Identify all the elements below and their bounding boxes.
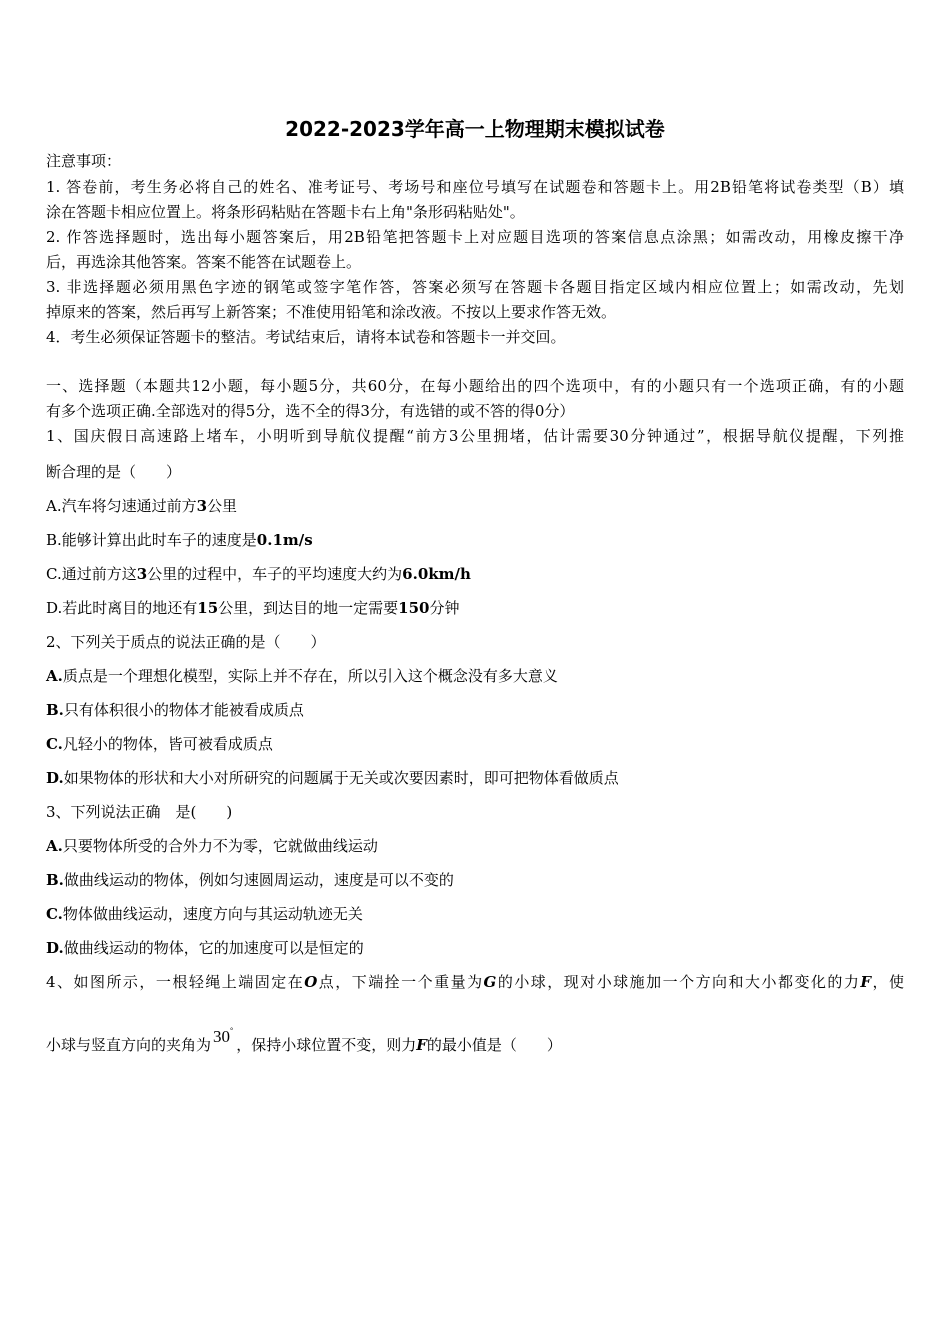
notice-line-1: 1. 答卷前，考生务必将自己的姓名、准考证号、考场号和座位号填写在试题卷和答题卡上。用2B铅笔将试卷类型（B）填 xyxy=(46,178,904,196)
q4-stem-line-1: 4、如图所示，一根轻绳上端固定在O点，下端拴一个重量为G的小球，现对小球施加一个方向和大小都变化的力F，使 xyxy=(46,973,904,991)
q2-option-c: C.凡轻小的物体，皆可被看成质点 xyxy=(46,735,273,753)
notice-line-7: 4．考生必须保证答题卡的整洁。考试结束后，请将本试卷和答题卡一并交回。 xyxy=(46,328,566,346)
q1-option-d: D.若此时离目的地还有15公里，到达目的地一定需要150分钟 xyxy=(46,599,460,617)
section-heading-line-2: 有多个选项正确.全部选对的得5分，选不全的得3分，有选错的或不答的得0分） xyxy=(46,402,575,420)
q3-option-a: A.只要物体所受的合外力不为零，它就做曲线运动 xyxy=(46,837,378,855)
q1-option-a: A.汽车将匀速通过前方3公里 xyxy=(46,497,238,515)
notice-line-5: 3. 非选择题必须用黑色字迹的钢笔或签字笔作答，答案必须写在答题卡各题目指定区域内相应位置上；如需改动，先划 xyxy=(46,278,904,296)
notice-heading: 注意事项： xyxy=(46,152,122,170)
q2-option-b: B.只有体积很小的物体才能被看成质点 xyxy=(46,701,304,719)
q2-option-a: A.质点是一个理想化模型，实际上并不存在，所以引入这个概念没有多大意义 xyxy=(46,667,558,685)
q2-stem: 2、下列关于质点的说法正确的是（ ） xyxy=(46,633,326,651)
notice-line-3: 2. 作答选择题时，选出每小题答案后，用2B铅笔把答题卡上对应题目选项的答案信息点涂黑；如需改动，用橡皮擦干净 xyxy=(46,228,904,246)
notice-line-2: 涂在答题卡相应位置上。将条形码粘贴在答题卡右上角"条形码粘贴处"。 xyxy=(46,203,525,221)
q4-stem-line-2: 小球与竖直方向的夹角为 30°，保持小球位置不变，则力F的最小值是（ ） xyxy=(46,1026,562,1054)
q1-option-c: C.通过前方这3公里的过程中，车子的平均速度大约为6.0km/h xyxy=(46,565,471,583)
q1-option-b: B.能够计算出此时车子的速度是0.1m/s xyxy=(46,531,313,549)
section-heading-line-1: 一、选择题（本题共12小题，每小题5分，共60分，在每小题给出的四个选项中，有的小题只有一个选项正确，有的小题 xyxy=(46,377,904,395)
q3-option-d: D.做曲线运动的物体，它的加速度可以是恒定的 xyxy=(46,939,364,957)
q2-option-d: D.如果物体的形状和大小对所研究的问题属于无关或次要因素时，即可把物体看做质点 xyxy=(46,769,619,787)
q3-option-b: B.做曲线运动的物体，例如匀速圆周运动，速度是可以不变的 xyxy=(46,871,454,889)
q1-stem-line-2: 断合理的是（ ） xyxy=(46,463,182,481)
notice-line-4: 后，再选涂其他答案。答案不能答在试题卷上。 xyxy=(46,253,362,271)
page-title: 2022-2023学年高一上物理期末模拟试卷 xyxy=(285,117,665,141)
q3-stem: 3、下列说法正确 是( ) xyxy=(46,803,233,821)
angle-value: 30° xyxy=(213,1026,234,1046)
q1-stem-line-1: 1、国庆假日高速路上堵车，小明听到导航仪提醒“前方3公里拥堵，估计需要30分钟通过”，根据导航仪提醒，下列推 xyxy=(46,427,904,445)
q3-option-c: C.物体做曲线运动，速度方向与其运动轨迹无关 xyxy=(46,905,363,923)
notice-line-6: 掉原来的答案，然后再写上新答案；不准使用铅笔和涂改液。不按以上要求作答无效。 xyxy=(46,303,617,321)
